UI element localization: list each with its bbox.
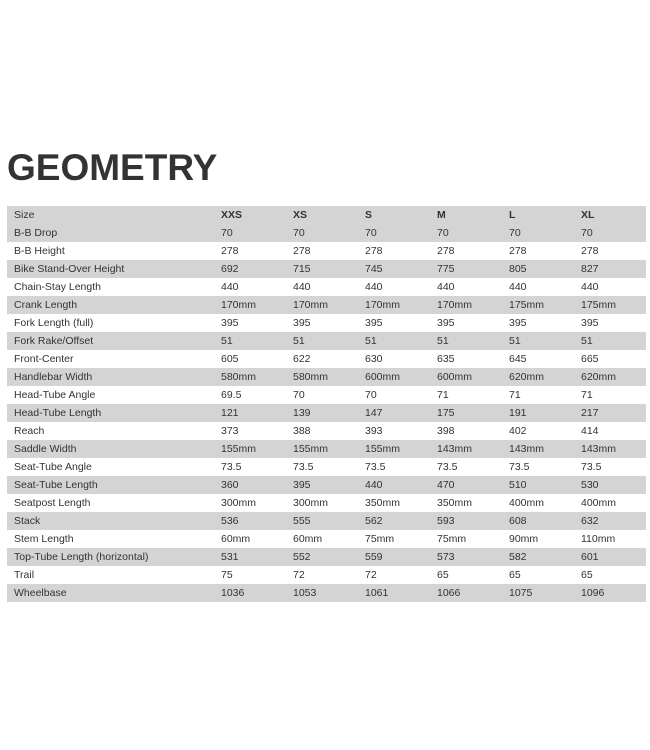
table-cell: 143mm [437, 443, 473, 455]
table-row [7, 458, 646, 476]
table-cell: 360 [221, 479, 239, 491]
table-cell: 350mm [437, 497, 473, 509]
row-label: Top-Tube Length (horizontal) [14, 551, 149, 563]
table-cell: 1061 [365, 587, 389, 599]
column-header-xxs: XXS [221, 209, 243, 221]
table-cell: 593 [437, 515, 455, 527]
table-cell: 65 [509, 569, 521, 581]
table-row [7, 584, 646, 602]
table-cell: 440 [581, 281, 599, 293]
row-label: B-B Height [14, 245, 65, 257]
row-label: Fork Length (full) [14, 317, 94, 329]
table-cell: 1053 [293, 587, 317, 599]
table-cell: 70 [437, 227, 449, 239]
table-cell: 552 [293, 551, 311, 563]
table-cell: 559 [365, 551, 383, 563]
table-cell: 600mm [437, 371, 473, 383]
geometry-table [7, 206, 646, 602]
table-row [7, 386, 646, 404]
table-cell: 605 [221, 353, 239, 365]
table-row [7, 332, 646, 350]
table-row [7, 440, 646, 458]
table-cell: 300mm [293, 497, 329, 509]
table-cell: 51 [581, 335, 593, 347]
table-cell: 395 [437, 317, 455, 329]
table-cell: 573 [437, 551, 455, 563]
table-cell: 110mm [581, 533, 616, 545]
table-cell: 170mm [437, 299, 473, 311]
table-cell: 75mm [365, 533, 395, 545]
table-row [7, 278, 646, 296]
table-cell: 620mm [509, 371, 545, 383]
row-label: Seat-Tube Length [14, 479, 98, 491]
table-cell: 388 [293, 425, 311, 437]
table-cell: 51 [365, 335, 377, 347]
table-cell: 51 [437, 335, 449, 347]
table-cell: 278 [509, 245, 527, 257]
table-cell: 827 [581, 263, 599, 275]
table-cell: 278 [365, 245, 383, 257]
table-cell: 147 [365, 407, 383, 419]
row-label: B-B Drop [14, 227, 58, 239]
table-cell: 632 [581, 515, 599, 527]
table-cell: 71 [509, 389, 521, 401]
table-cell: 555 [293, 515, 311, 527]
table-row [7, 368, 646, 386]
table-cell: 51 [509, 335, 521, 347]
table-cell: 580mm [293, 371, 329, 383]
table-cell: 414 [581, 425, 599, 437]
table-cell: 1036 [221, 587, 245, 599]
row-label: Chain-Stay Length [14, 281, 101, 293]
table-cell: 400mm [509, 497, 545, 509]
table-row [7, 404, 646, 422]
table-cell: 600mm [365, 371, 401, 383]
table-cell: 395 [581, 317, 599, 329]
column-header-m: M [437, 209, 446, 221]
column-header-size: Size [14, 209, 35, 221]
table-cell: 73.5 [437, 461, 458, 473]
table-row [7, 548, 646, 566]
table-row [7, 296, 646, 314]
row-label: Stack [14, 515, 41, 527]
table-cell: 635 [437, 353, 455, 365]
table-cell: 70 [293, 227, 305, 239]
table-cell: 510 [509, 479, 527, 491]
table-cell: 300mm [221, 497, 257, 509]
table-row [7, 260, 646, 278]
row-label: Front-Center [14, 353, 74, 365]
table-cell: 72 [365, 569, 377, 581]
table-cell: 70 [293, 389, 305, 401]
page-title: GEOMETRY [7, 147, 218, 188]
table-cell: 400mm [581, 497, 617, 509]
table-cell: 70 [221, 227, 233, 239]
row-label: Trail [14, 569, 35, 581]
row-label: Saddle Width [14, 443, 77, 455]
table-cell: 143mm [509, 443, 545, 455]
column-header-l: L [509, 209, 516, 221]
table-cell: 745 [365, 263, 383, 275]
row-label: Stem Length [14, 533, 74, 545]
table-cell: 60mm [221, 533, 251, 545]
table-cell: 393 [365, 425, 383, 437]
table-row [7, 314, 646, 332]
table-cell: 155mm [365, 443, 401, 455]
table-cell: 155mm [293, 443, 329, 455]
table-cell: 775 [437, 263, 455, 275]
table-cell: 70 [581, 227, 593, 239]
table-cell: 350mm [365, 497, 401, 509]
table-cell: 601 [581, 551, 599, 563]
table-cell: 440 [221, 281, 239, 293]
table-cell: 51 [293, 335, 305, 347]
table-cell: 622 [293, 353, 311, 365]
table-cell: 440 [437, 281, 455, 293]
table-cell: 175mm [509, 299, 545, 311]
table-cell: 562 [365, 515, 383, 527]
table-cell: 170mm [221, 299, 257, 311]
table-cell: 395 [293, 317, 311, 329]
row-label: Head-Tube Length [14, 407, 102, 419]
row-label: Wheelbase [14, 587, 67, 599]
table-cell: 73.5 [581, 461, 602, 473]
table-cell: 395 [221, 317, 239, 329]
table-row [7, 224, 646, 242]
table-cell: 395 [293, 479, 311, 491]
table-cell: 51 [221, 335, 233, 347]
table-row [7, 494, 646, 512]
table-cell: 715 [293, 263, 311, 275]
table-cell: 1066 [437, 587, 461, 599]
table-cell: 139 [293, 407, 311, 419]
table-cell: 440 [365, 281, 383, 293]
table-cell: 175 [437, 407, 455, 419]
table-header-row [7, 206, 646, 224]
table-row [7, 350, 646, 368]
table-cell: 278 [221, 245, 239, 257]
row-label: Head-Tube Angle [14, 389, 96, 401]
table-cell: 75mm [437, 533, 467, 545]
table-cell: 608 [509, 515, 527, 527]
table-cell: 440 [365, 479, 383, 491]
table-body [7, 224, 646, 602]
table-cell: 170mm [365, 299, 401, 311]
table-cell: 60mm [293, 533, 323, 545]
table-cell: 470 [437, 479, 455, 491]
table-cell: 121 [221, 407, 239, 419]
row-label: Handlebar Width [14, 371, 93, 383]
table-row [7, 530, 646, 548]
row-label: Crank Length [14, 299, 78, 311]
row-label: Bike Stand-Over Height [14, 263, 125, 275]
column-header-xl: XL [581, 209, 595, 221]
table-cell: 692 [221, 263, 239, 275]
row-label: Seat-Tube Angle [14, 461, 92, 473]
table-cell: 217 [581, 407, 599, 419]
table-cell: 70 [365, 227, 377, 239]
table-cell: 65 [437, 569, 449, 581]
table-cell: 155mm [221, 443, 257, 455]
table-cell: 395 [365, 317, 383, 329]
table-cell: 143mm [581, 443, 617, 455]
table-cell: 530 [581, 479, 599, 491]
table-cell: 191 [509, 407, 527, 419]
table-cell: 70 [509, 227, 521, 239]
table-cell: 398 [437, 425, 455, 437]
table-cell: 620mm [581, 371, 617, 383]
column-header-xs: XS [293, 209, 308, 221]
table-cell: 440 [509, 281, 527, 293]
table-cell: 665 [581, 353, 599, 365]
row-label: Fork Rake/Offset [14, 335, 94, 347]
table-cell: 71 [581, 389, 593, 401]
table-cell: 580mm [221, 371, 257, 383]
column-header-s: S [365, 209, 373, 221]
row-label: Seatpost Length [14, 497, 91, 509]
table-cell: 73.5 [365, 461, 386, 473]
table-cell: 65 [581, 569, 593, 581]
table-cell: 373 [221, 425, 239, 437]
table-cell: 536 [221, 515, 239, 527]
table-cell: 1096 [581, 587, 605, 599]
table-cell: 395 [509, 317, 527, 329]
table-cell: 170mm [293, 299, 329, 311]
table-cell: 175mm [581, 299, 617, 311]
table-cell: 805 [509, 263, 527, 275]
table-cell: 402 [509, 425, 527, 437]
table-cell: 278 [293, 245, 311, 257]
table-cell: 582 [509, 551, 527, 563]
table-cell: 645 [509, 353, 527, 365]
table-cell: 531 [221, 551, 239, 563]
table-cell: 1075 [509, 587, 533, 599]
table-cell: 90mm [509, 533, 539, 545]
table-cell: 75 [221, 569, 233, 581]
table-cell: 278 [437, 245, 455, 257]
table-cell: 440 [293, 281, 311, 293]
table-cell: 72 [293, 569, 305, 581]
table-cell: 69.5 [221, 389, 242, 401]
table-row [7, 422, 646, 440]
table-cell: 73.5 [293, 461, 314, 473]
row-label: Reach [14, 425, 45, 437]
table-cell: 73.5 [221, 461, 242, 473]
table-cell: 70 [365, 389, 377, 401]
table-cell: 71 [437, 389, 449, 401]
table-cell: 630 [365, 353, 383, 365]
table-cell: 278 [581, 245, 599, 257]
table-row [7, 566, 646, 584]
table-row [7, 242, 646, 260]
table-row [7, 476, 646, 494]
table-cell: 73.5 [509, 461, 530, 473]
table-row [7, 512, 646, 530]
